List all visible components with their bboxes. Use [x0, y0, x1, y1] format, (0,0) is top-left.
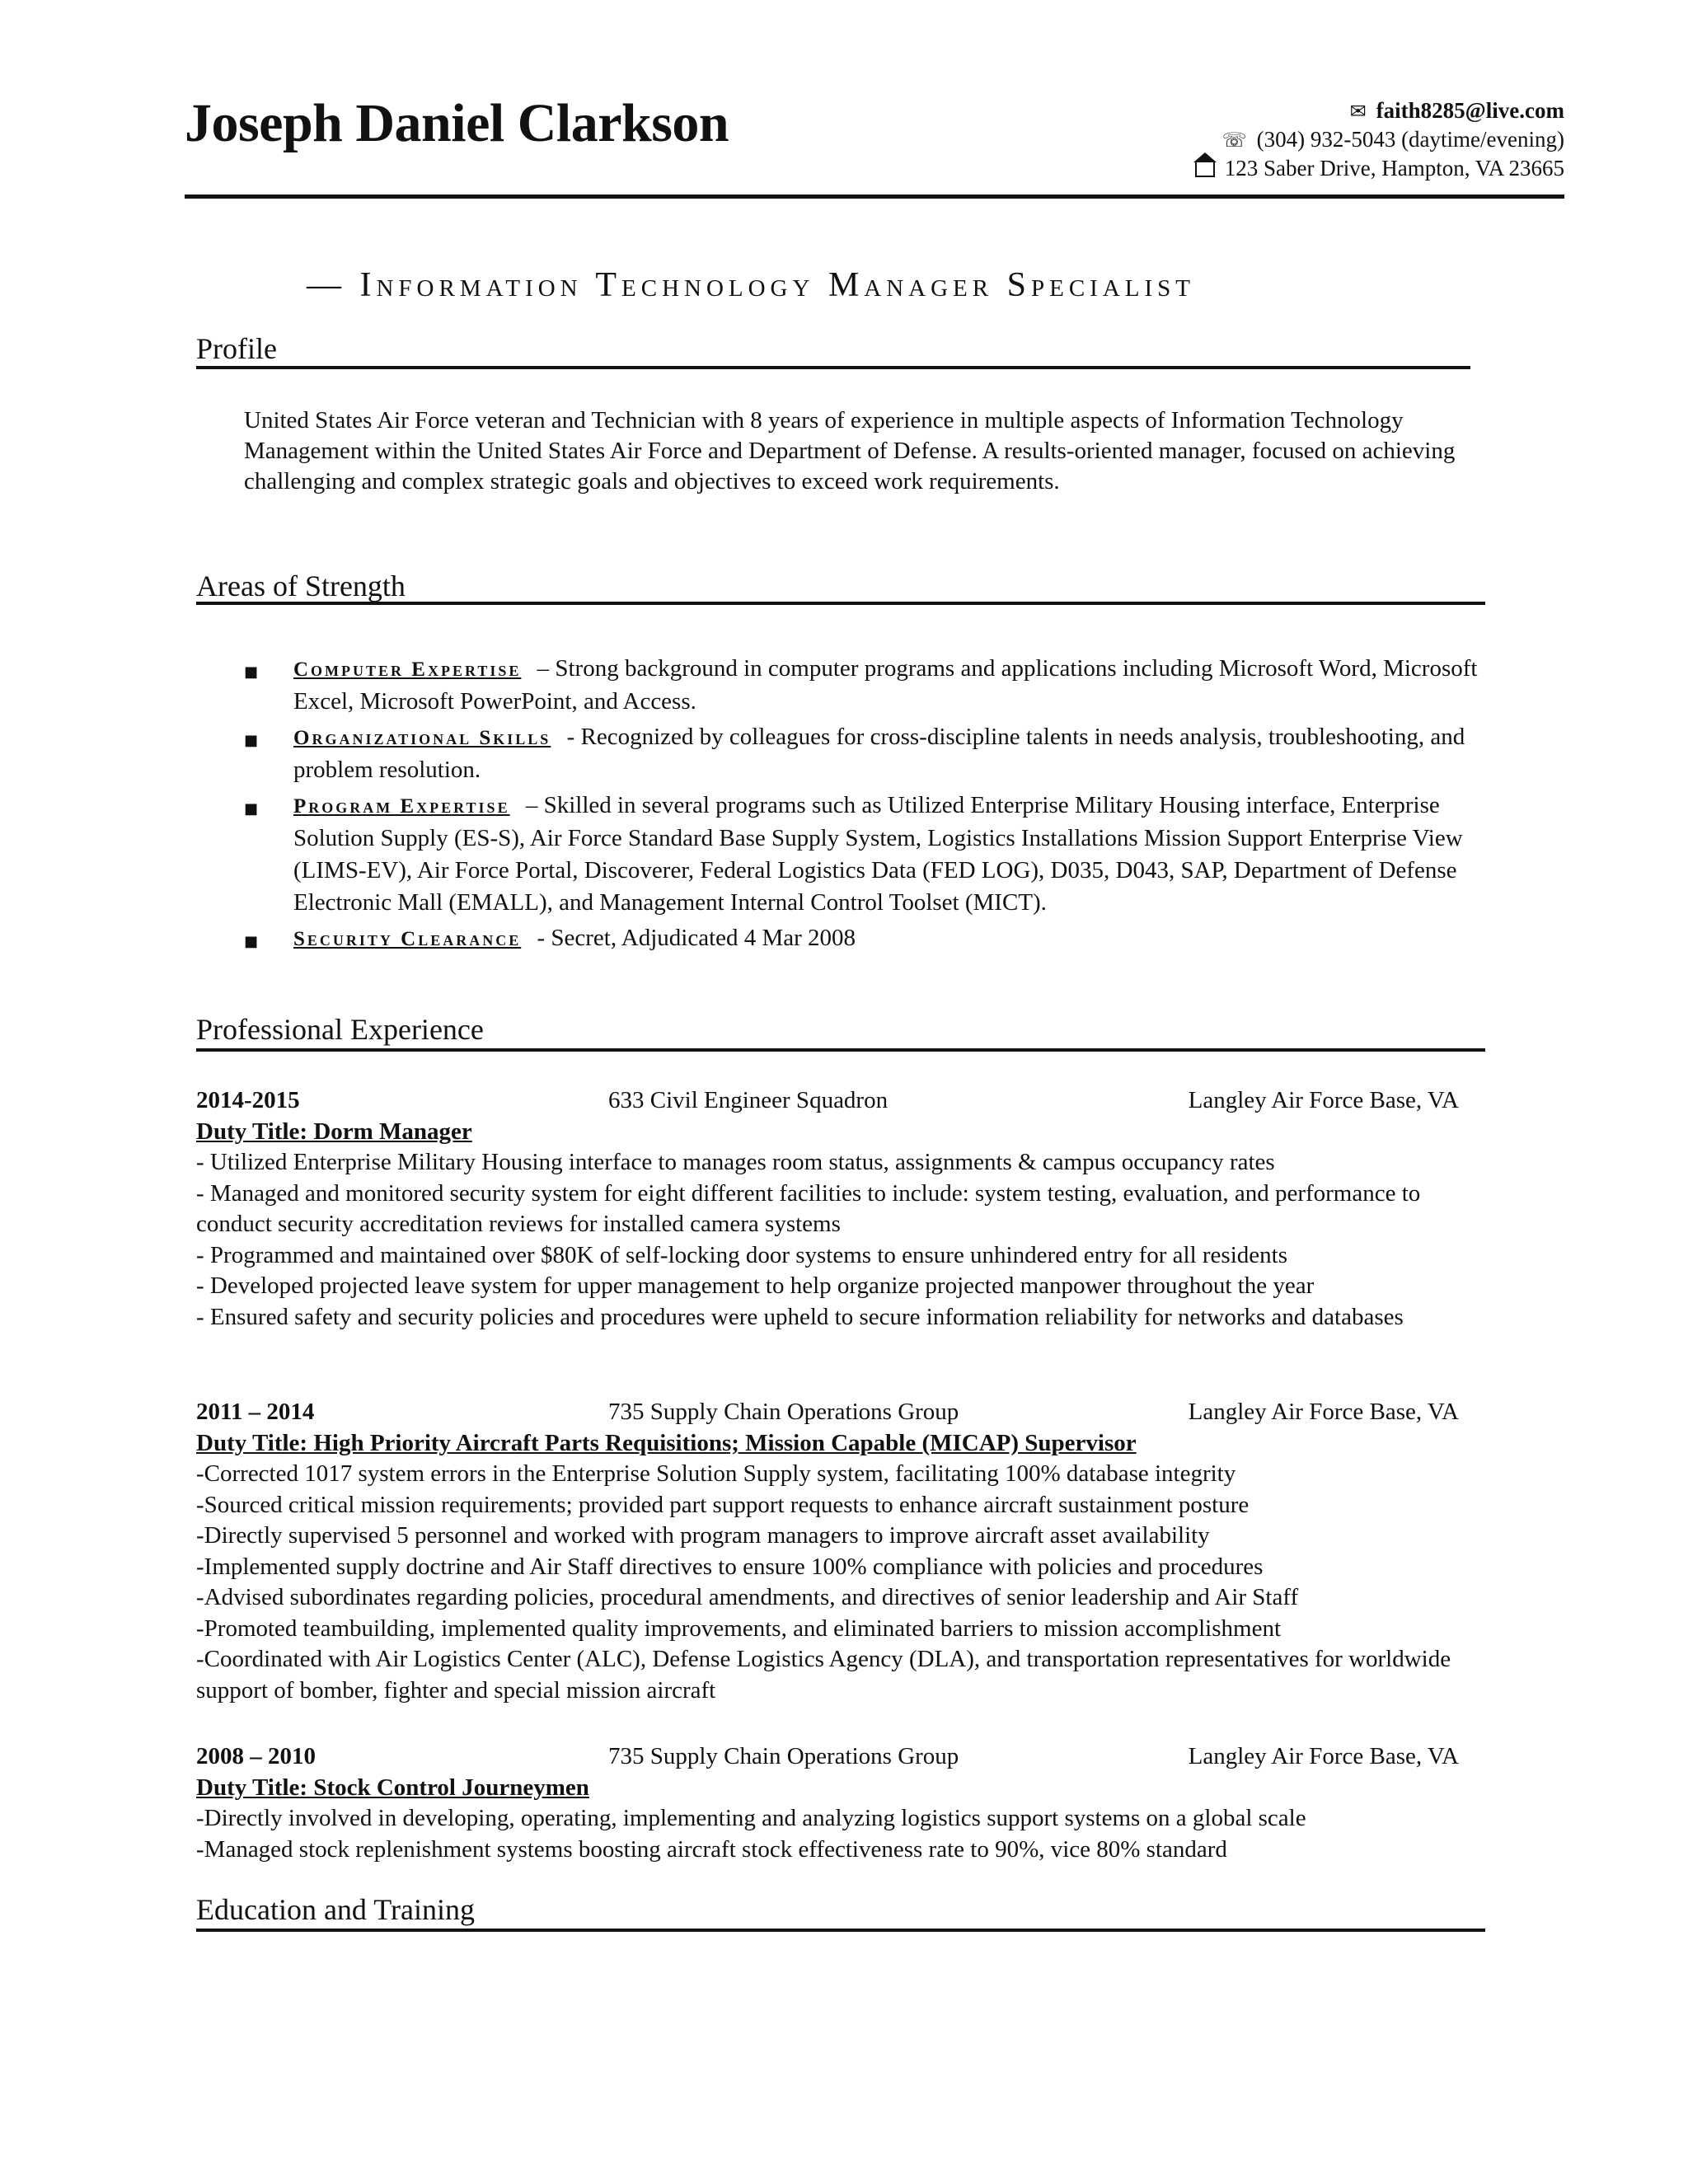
job-entry: [196, 1741, 1459, 1865]
bullet-icon: ■: [244, 732, 259, 749]
resume-name: Joseph Daniel Clarkson: [185, 93, 729, 153]
profile-text: United States Air Force veteran and Technician with 8 years of experience in multiple aspects of Information Technology Management within the United States Air Force and Department of Defense. A results-oriented manager, focused on achieving challenging and complex strategic goals and objectives to exceed work requirements.: [244, 407, 1456, 494]
duty-item: - Developed projected leave system for upper management to help organize projected manpower throughout the year: [196, 1272, 1315, 1299]
job-unit: 633 Civil Engineer Squadron: [608, 1087, 889, 1113]
strength-separator: -: [566, 724, 575, 750]
job-unit: 735 Supply Chain Operations Group: [608, 1399, 959, 1425]
strength-item: [244, 922, 1480, 955]
bullet-icon: ■: [244, 663, 259, 681]
strength-separator: -: [537, 925, 546, 951]
section-title-experience: Professional Experience: [196, 1013, 484, 1046]
contact-address-row: [987, 154, 1564, 182]
specialty-title: — Information Technology Manager Specialist: [307, 266, 1195, 304]
section-divider-education: [196, 1929, 1485, 1932]
job-unit: 735 Supply Chain Operations Group: [608, 1743, 959, 1769]
contact-phone: (304) 932-5043 (daytime/evening): [1256, 127, 1564, 152]
strength-category: Program Expertise: [293, 795, 510, 818]
strengths-list: [244, 653, 1480, 957]
duty-item: -Implemented supply doctrine and Air Staff directives to ensure 100% compliance with policies and procedures: [196, 1553, 1264, 1580]
duty-item: -Directly supervised 5 personnel and worked with program managers to improve aircraft asset availability: [196, 1522, 1210, 1549]
contact-email-row: [987, 96, 1564, 125]
contact-phone-row: [987, 125, 1564, 154]
duty-item: -Promoted teambuilding, implemented quality improvements, and eliminated barriers to mission accomplishment: [196, 1615, 1282, 1642]
header-divider: [185, 194, 1564, 199]
section-divider-profile: [196, 366, 1470, 369]
strength-category: Computer Expertise: [293, 658, 522, 681]
duty-item: - Managed and monitored security system for eight different facilities to include: system testing, evaluation, and performance to conduct security accreditation reviews for installed camera systems: [196, 1179, 1421, 1237]
duty-list: [196, 1803, 1459, 1865]
section-title-education: Education and Training: [196, 1893, 475, 1926]
job-header: [196, 1741, 1459, 1772]
duty-title: Duty Title: High Priority Aircraft Parts Requisitions; Mission Capable (MICAP) Supervisor: [196, 1430, 1137, 1456]
contact-email[interactable]: faith8285@live.com: [1376, 98, 1564, 123]
bullet-icon: ■: [244, 933, 259, 950]
section-title-profile: Profile: [196, 332, 277, 365]
duty-item: -Managed stock replenishment systems boosting aircraft stock effectiveness rate to 90%, vice 80% standard: [196, 1835, 1227, 1863]
strength-item: [244, 721, 1480, 786]
duty-item: - Utilized Enterprise Military Housing interface to manages room status, assignments & campus occupancy rates: [196, 1149, 1275, 1175]
duty-item: - Ensured safety and security policies and procedures were upheld to secure information reliability for networks and databases: [196, 1303, 1404, 1330]
duty-list: [196, 1459, 1459, 1706]
contact-block: [987, 96, 1564, 182]
strength-item: [244, 653, 1480, 718]
job-header: [196, 1085, 1459, 1116]
phone-icon: ☏: [1221, 129, 1247, 152]
strength-text: Secret, Adjudicated 4 Mar 2008: [551, 925, 856, 951]
duty-title: Duty Title: Stock Control Journeymen: [196, 1774, 589, 1801]
duty-item: -Corrected 1017 system errors in the Enterprise Solution Supply system, facilitating 100% database integrity: [196, 1460, 1236, 1487]
job-location: Langley Air Force Base, VA: [1188, 1399, 1459, 1425]
job-years: 2008 – 2010: [196, 1743, 316, 1769]
duty-title: Duty Title: Dorm Manager: [196, 1118, 472, 1145]
strength-text: Skilled in several programs such as Utilized Enterprise Military Housing interface, Enterprise Solution Supply (ES-S), Air Force Standard Base Supply System, Logistics Installations Mission Support Enterprise View (LIMS-EV), Air Force Portal, Discoverer, Federal Logistics Data (FED LOG), D035, D043, SAP, Department of Defense Electronic Mall (EMALL), and Management Internal Control Toolset (MICT).: [293, 792, 1463, 916]
duty-item: -Directly involved in developing, operating, implementing and analyzing logistics support systems on a global scale: [196, 1805, 1306, 1831]
section-divider-experience: [196, 1048, 1485, 1052]
job-years: 2014-2015: [196, 1087, 300, 1113]
duty-item: -Coordinated with Air Logistics Center (ALC), Defense Logistics Agency (DLA), and transportation representatives for worldwide support of bomber, fighter and special mission aircraft: [196, 1646, 1451, 1704]
job-years: 2011 – 2014: [196, 1399, 315, 1425]
strength-separator: –: [525, 792, 538, 818]
duty-item: -Advised subordinates regarding policies, procedural amendments, and directives of senior leadership and Air Staff: [196, 1584, 1299, 1610]
strength-text: Strong background in computer programs and applications including Microsoft Word, Microsoft Excel, Microsoft PowerPoint, and Access.: [293, 655, 1478, 715]
contact-address: 123 Saber Drive, Hampton, VA 23665: [1224, 156, 1564, 180]
section-divider-strengths: [196, 602, 1485, 605]
strength-separator: –: [537, 655, 550, 682]
strength-text: Recognized by colleagues for cross-discipline talents in needs analysis, troubleshooting, and problem resolution.: [293, 724, 1465, 783]
job-location: Langley Air Force Base, VA: [1188, 1087, 1459, 1113]
job-location: Langley Air Force Base, VA: [1188, 1743, 1459, 1769]
duty-list: [196, 1147, 1459, 1333]
job-entry: [196, 1396, 1459, 1706]
job-entry: [196, 1085, 1459, 1333]
envelope-icon: ✉: [1349, 100, 1367, 123]
bullet-icon: ■: [244, 800, 259, 818]
duty-item: -Sourced critical mission requirements; provided part support requests to enhance aircraft sustainment posture: [196, 1491, 1250, 1518]
job-header: [196, 1396, 1459, 1427]
duty-item: - Programmed and maintained over $80K of self-locking door systems to ensure unhindered entry for all residents: [196, 1241, 1287, 1268]
house-icon: [1195, 162, 1215, 177]
strength-item: [244, 790, 1480, 919]
strength-category: Organizational Skills: [293, 727, 551, 749]
strength-category: Security Clearance: [293, 928, 522, 950]
section-title-strengths: Areas of Strength: [196, 569, 406, 602]
